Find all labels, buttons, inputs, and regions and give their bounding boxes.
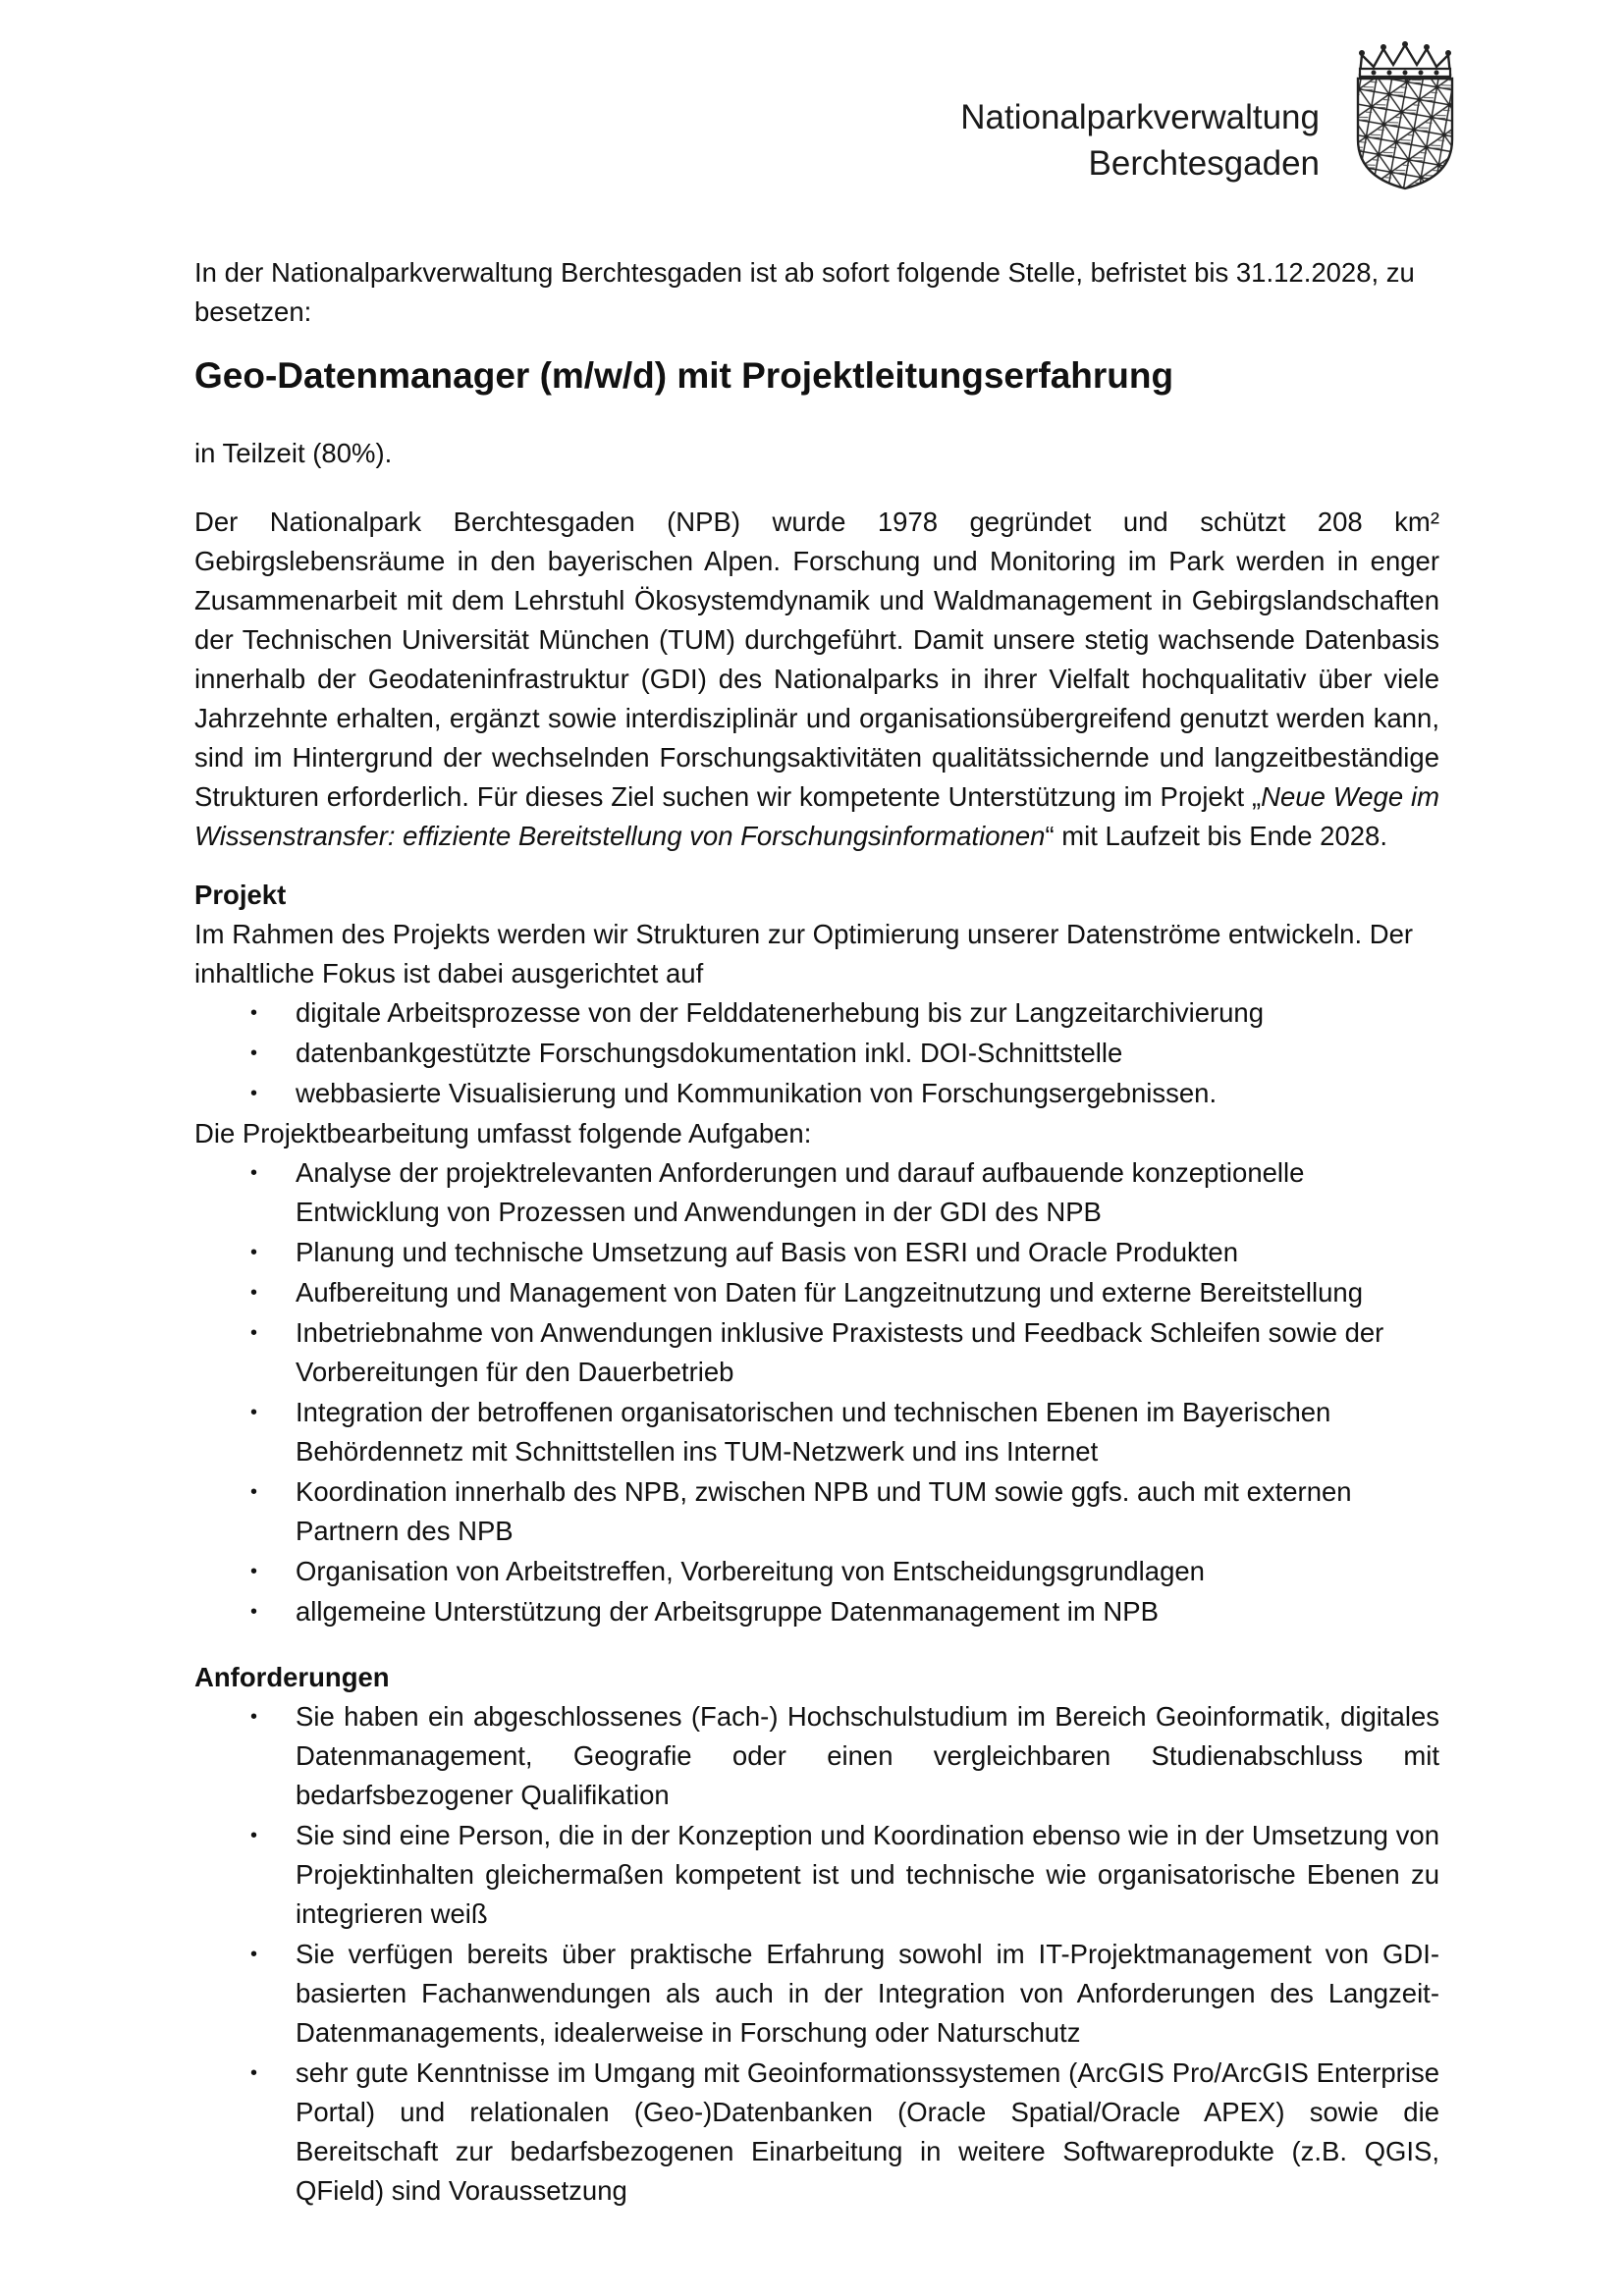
list-item	[194, 1552, 1439, 1591]
section-heading-anforderungen: Anforderungen	[194, 1662, 390, 1692]
section-heading-projekt: Projekt	[194, 880, 287, 910]
bullet-icon: •	[250, 1481, 258, 1503]
projekt-intro: Im Rahmen des Projekts werden wir Strukturen zur Optimierung unserer Datenströme entwickeln. Der inhaltliche Fokus ist dabei ausgerichtet auf	[194, 919, 1414, 988]
list-item-text: digitale Arbeitsprozesse von der Felddatenerhebung bis zur Langzeitarchivierung	[296, 997, 1265, 1028]
list-item	[194, 993, 1439, 1033]
list-item-text: allgemeine Unterstützung der Arbeitsgruppe Datenmanagement im NPB	[296, 1596, 1159, 1627]
list-item-text: sehr gute Kenntnisse im Umgang mit Geoinformationssystemen (ArcGIS Pro/ArcGIS Enterprise Portal) und relationalen (Geo-)Datenbanken (Oracle Spatial/Oracle APEX) sowie die Bereitschaft zur bedarfsbezogenen Einarbeitung in weitere Softwareprodukte (z.B. QGIS, QField) sind Voraussetzung	[296, 2057, 1439, 2206]
bullet-icon: •	[250, 1282, 258, 1304]
bullet-icon: •	[250, 1042, 258, 1064]
bavarian-coat-of-arms-icon	[1352, 41, 1458, 190]
bullet-icon: •	[250, 1083, 258, 1104]
job-title: Geo-Datenmanager (m/w/d) mit Projektleitungserfahrung	[194, 355, 1174, 396]
focus-list	[194, 993, 1439, 1113]
bullet-icon: •	[250, 2062, 258, 2084]
bullet-icon: •	[250, 1944, 258, 1965]
list-item	[194, 1273, 1439, 1312]
list-item	[194, 1153, 1439, 1232]
list-item	[194, 1592, 1439, 1631]
bullet-icon: •	[250, 1601, 258, 1623]
list-item	[194, 1472, 1439, 1551]
requirements-list	[194, 1697, 1439, 2211]
list-item-text: Inbetriebnahme von Anwendungen inklusive Praxistests und Feedback Schleifen sowie der Vorbereitungen für den Dauerbetrieb	[296, 1317, 1384, 1387]
tasks-list	[194, 1153, 1439, 1631]
bullet-icon: •	[250, 1825, 258, 1846]
job-posting-content	[194, 253, 1439, 2212]
description-text: Der Nationalpark Berchtesgaden (NPB) wurde 1978 gegründet und schützt 208 km² Gebirgslebensräume in den bayerischen Alpen. Forschung und Monitoring im Park werden in enger Zusammenarbeit mit dem Lehrstuhl Ökosystemdynamik und Waldmanagement in Gebirgslandschaften der Technischen Universität München (TUM) durchgeführt. Damit unsere stetig wachsende Datenbasis innerhalb der Geodateninfrastruktur (GDI) des Nationalparks in ihrer Vielfalt hochqualitativ über viele Jahrzehnte erhalten, ergänzt sowie interdisziplinär und organisationsübergreifend genutzt werden kann, sind im Hintergrund der wechselnden Forschungsaktivitäten qualitätssichernde und langzeitbeständige Strukturen erforderlich. Für dieses Ziel suchen wir kompetente Unterstützung im Projekt „	[194, 507, 1439, 812]
bullet-icon: •	[250, 1242, 258, 1263]
project-name: Neue Wege im Wissenstransfer: effiziente Bereitstellung von Forschungsinformationen	[194, 781, 1439, 851]
bullet-icon: •	[250, 1706, 258, 1728]
list-item	[194, 1697, 1439, 1815]
employment-type: in Teilzeit (80%).	[194, 438, 393, 468]
list-item-text: Sie haben ein abgeschlossenes (Fach-) Hochschulstudium im Bereich Geoinformatik, digitales Datenmanagement, Geografie oder einen vergleichbaren Studienabschluss mit bedarfsbezogener Qualifikation	[296, 1701, 1439, 1810]
list-item-text: Integration der betroffenen organisatorischen und technischen Ebenen im Bayerischen Behördennetz mit Schnittstellen ins TUM-Netzwerk und ins Internet	[296, 1397, 1331, 1467]
list-item	[194, 2054, 1439, 2211]
list-item-text: Analyse der projektrelevanten Anforderungen und darauf aufbauende konzeptionelle Entwicklung von Prozessen und Anwendungen in der GDI des NPB	[296, 1157, 1305, 1227]
bullet-icon: •	[250, 1322, 258, 1344]
list-item-text: Planung und technische Umsetzung auf Basis von ESRI und Oracle Produkten	[296, 1237, 1239, 1267]
list-item-text: Organisation von Arbeitstreffen, Vorbereitung von Entscheidungsgrundlagen	[296, 1556, 1205, 1586]
bullet-icon: •	[250, 1162, 258, 1184]
list-item-text: Aufbereitung und Management von Daten für Langzeitnutzung und externe Bereitstellung	[296, 1277, 1363, 1308]
tasks-intro: Die Projektbearbeitung umfasst folgende Aufgaben:	[194, 1118, 812, 1148]
list-item-text: webbasierte Visualisierung und Kommunikation von Forschungsergebnissen.	[296, 1078, 1218, 1108]
bullet-icon: •	[250, 1561, 258, 1582]
organization-name-line2: Berchtesgaden	[1088, 144, 1320, 183]
list-item-text: datenbankgestützte Forschungsdokumentation inkl. DOI-Schnittstelle	[296, 1038, 1123, 1068]
description-text-end: “ mit Laufzeit bis Ende 2028.	[1045, 821, 1387, 851]
intro-paragraph: In der Nationalparkverwaltung Berchtesgaden ist ab sofort folgende Stelle, befristet bis 31.12.2028, zu besetzen:	[194, 257, 1415, 327]
organization-name	[960, 94, 1320, 187]
bullet-icon: •	[250, 1402, 258, 1423]
list-item	[194, 1034, 1439, 1073]
bullet-icon: •	[250, 1002, 258, 1024]
list-item-text: Sie sind eine Person, die in der Konzeption und Koordination ebenso wie in der Umsetzung von Projektinhalten gleichermaßen kompetent ist und technische wie organisatorische Ebenen zu integrieren weiß	[296, 1820, 1439, 1929]
list-item	[194, 1393, 1439, 1471]
list-item	[194, 1816, 1439, 1934]
description-paragraph	[194, 503, 1439, 856]
list-item	[194, 1935, 1439, 2053]
organization-name-line1: Nationalparkverwaltung	[960, 98, 1320, 136]
list-item-text: Koordination innerhalb des NPB, zwischen NPB und TUM sowie ggfs. auch mit externen Partnern des NPB	[296, 1476, 1352, 1546]
list-item-text: Sie verfügen bereits über praktische Erfahrung sowohl im IT-Projektmanagement von GDI-basierten Fachanwendungen als auch in der Integration von Anforderungen des Langzeit-Datenmanagements, idealerweise in Forschung oder Naturschutz	[296, 1939, 1439, 2048]
list-item	[194, 1074, 1439, 1113]
list-item	[194, 1233, 1439, 1272]
list-item	[194, 1313, 1439, 1392]
